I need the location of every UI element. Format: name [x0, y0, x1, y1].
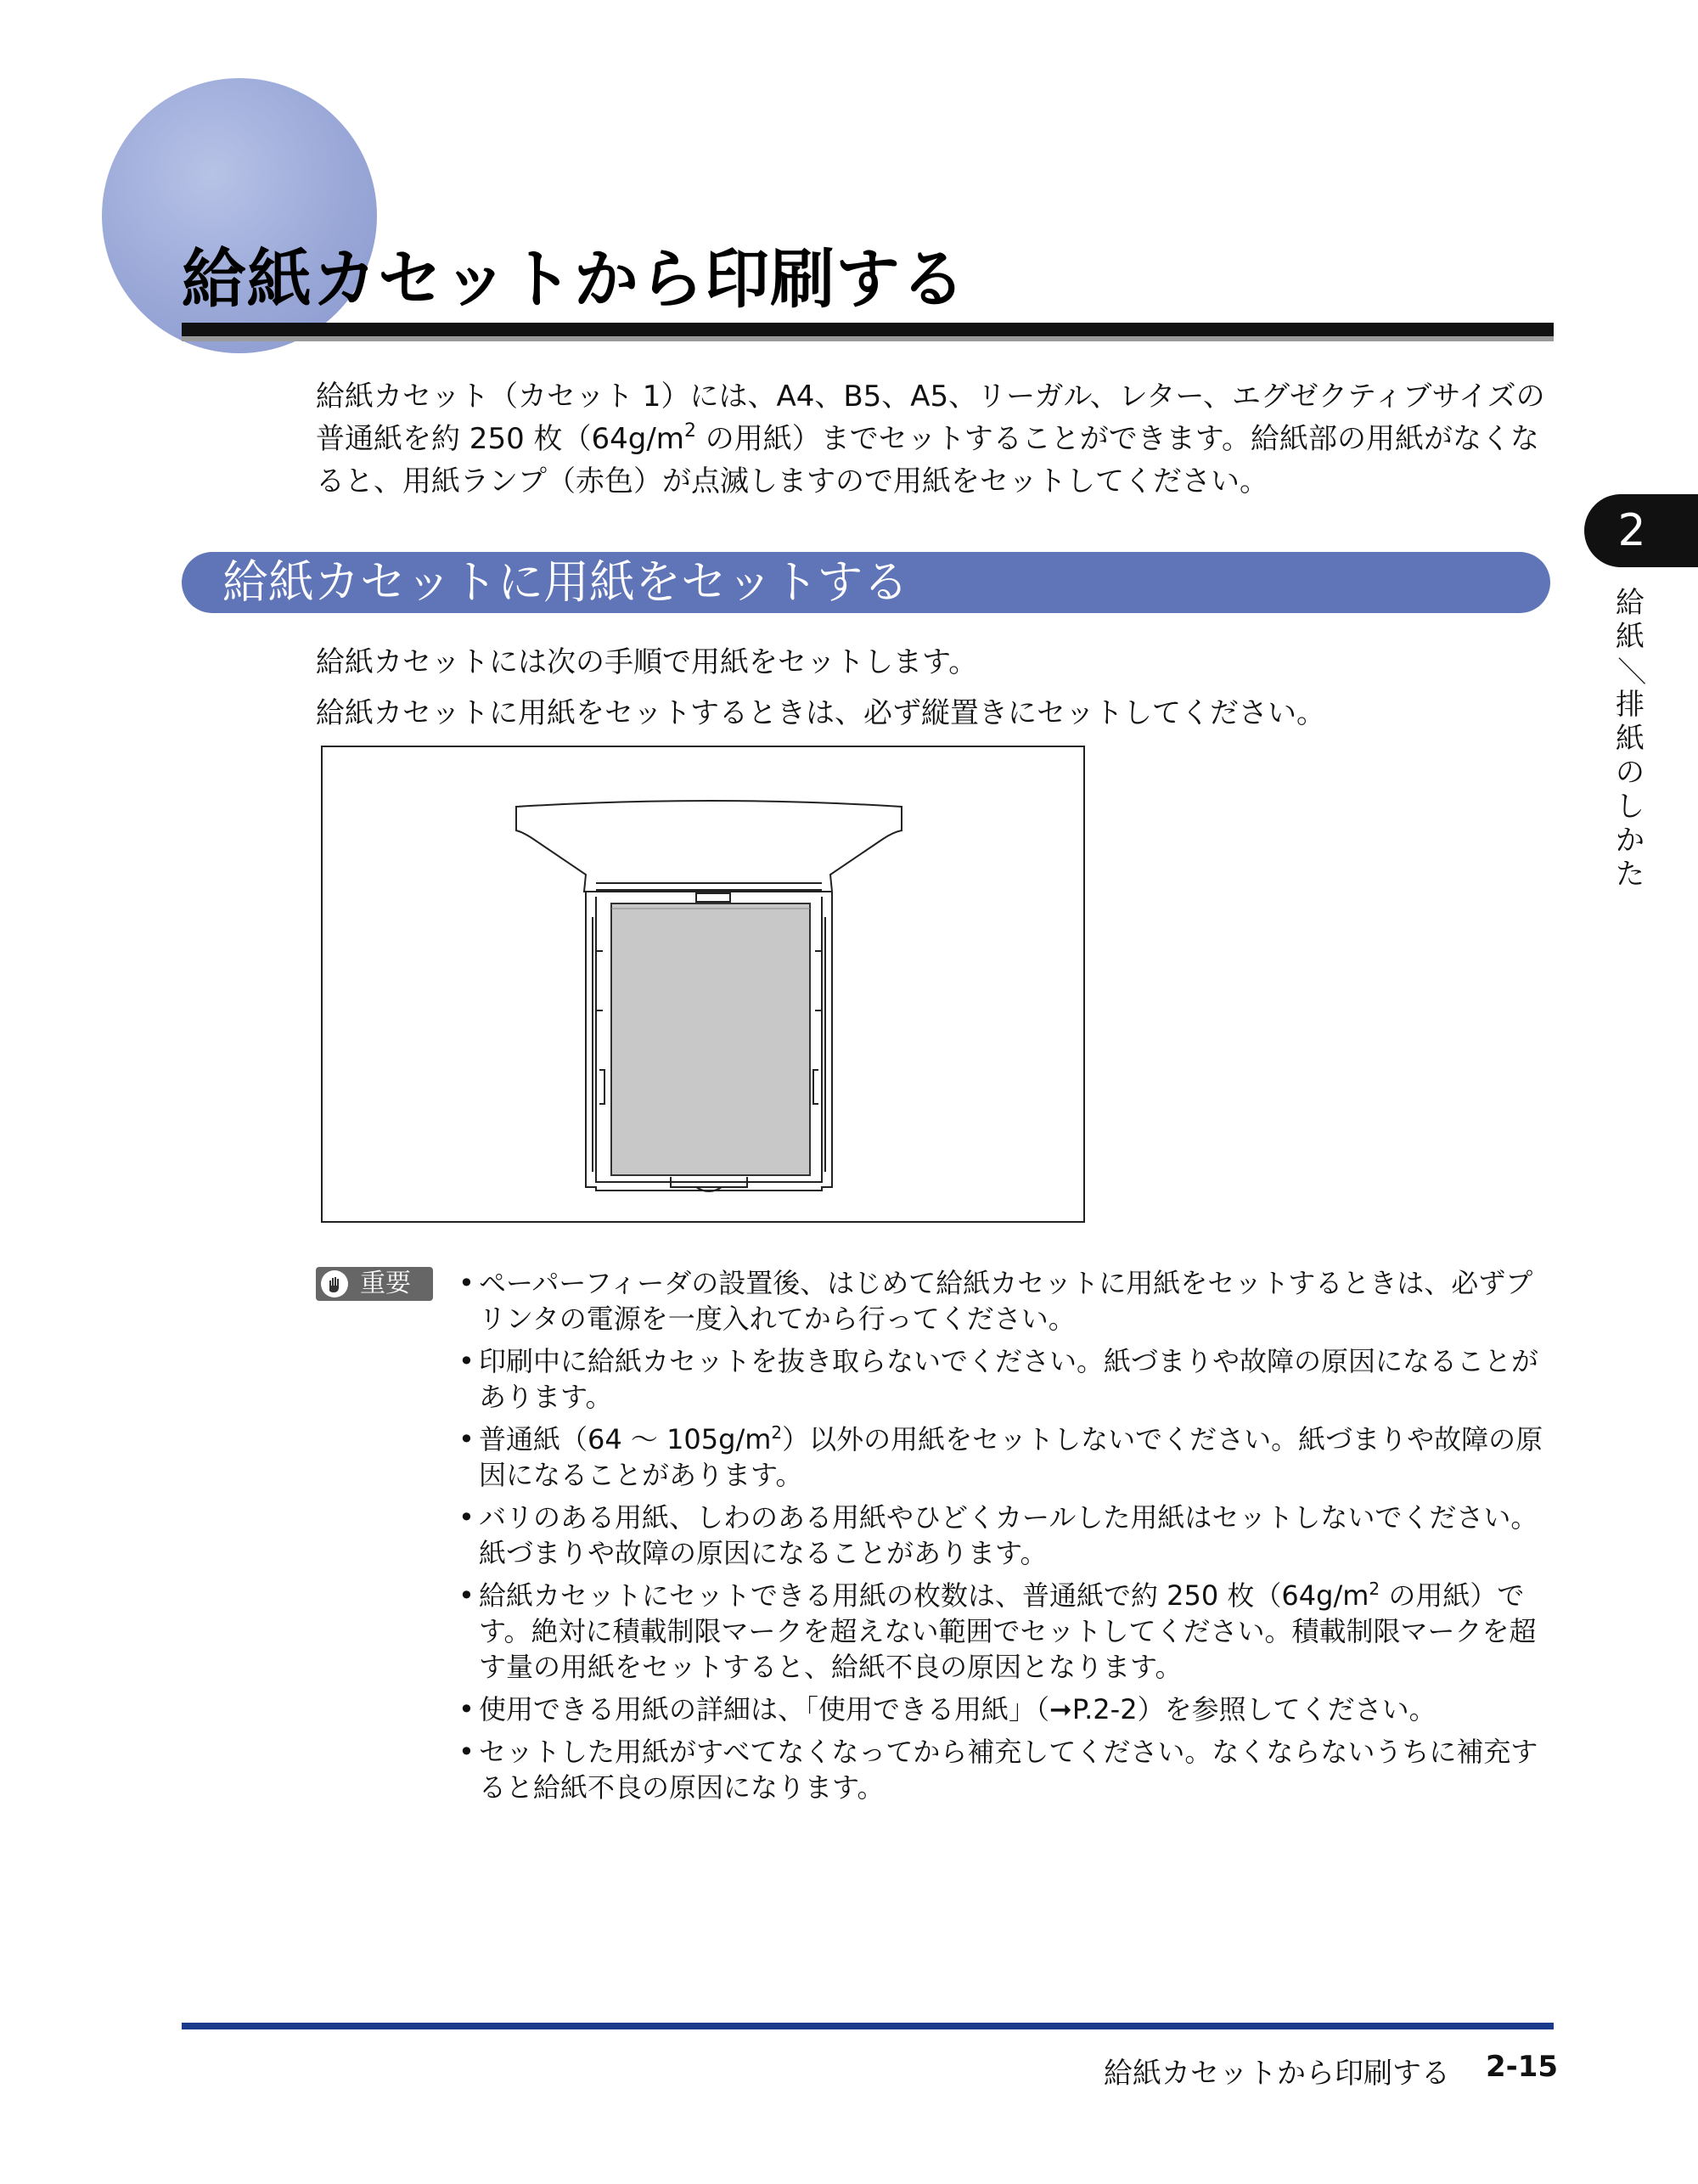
- note-item: • 使用できる用紙の詳細は、「使用できる用紙」（➞P.2-2）を参照してください。: [458, 1691, 1554, 1727]
- footer-title: 給紙カセットから印刷する: [1104, 2057, 1450, 2091]
- paper-cassette-illustration: [321, 746, 1085, 1223]
- note-item: • バリのある用紙、しわのある用紙やひどくカールした用紙はセットしないでください。紙づまりや故障の原因になることがあります。: [458, 1500, 1554, 1571]
- section-line-1: 給紙カセットには次の手順で用紙をセットします。: [316, 645, 978, 679]
- important-notes-list: [458, 1265, 1554, 1812]
- side-label-char: 給: [1616, 586, 1645, 620]
- intro-paragraph: [316, 375, 1555, 503]
- note-text: 普通紙（64 〜 105g/m: [479, 1423, 772, 1455]
- important-label: 重要: [360, 1269, 411, 1298]
- section-line-2: 給紙カセットに用紙をセットするときは、必ず縦置きにセットしてください。: [316, 696, 1325, 730]
- hand-stop-icon: [321, 1270, 348, 1297]
- page-number: 2-15: [1486, 2050, 1559, 2084]
- paper-stack: [611, 903, 810, 1175]
- chapter-side-label: [1611, 586, 1649, 892]
- title-rule-shadow: [182, 336, 1554, 341]
- side-label-char: 紙: [1616, 722, 1645, 756]
- side-label-char: 排: [1616, 688, 1645, 722]
- note-item: [458, 1578, 1554, 1685]
- note-text: の用紙）です。絶対に積載制限マークを超えない範囲でセットしてください。積載制限マークを超す量の用紙をセットすると、給紙不良の原因となります。: [479, 1579, 1537, 1683]
- title-rule: [182, 323, 1554, 336]
- note-superscript: 2: [771, 1422, 783, 1443]
- intro-text-1: 給紙カセット（カセット 1）には、A4、B5、A5、リーガル、レター、エグゼクティブサイズの普通紙を約 250 枚（64g/m: [316, 380, 1545, 456]
- note-item: • セットした用紙がすべてなくなってから補充してください。なくならないうちに補充すると給紙不良の原因になります。: [458, 1734, 1554, 1805]
- side-label-char: の: [1616, 756, 1645, 790]
- page-title: 給紙カセットから印刷する: [182, 241, 966, 317]
- intro-text-2: の用紙）までセットすることができます。給紙部の用紙がなくなると、用紙ランプ（赤色）が点滅しますので用紙をセットしてください。: [316, 422, 1540, 498]
- cassette-drawing: [323, 747, 1083, 1221]
- note-text: 給紙カセットにセットできる用紙の枚数は、普通紙で約 250 枚（64g/m: [479, 1579, 1369, 1612]
- note-item: • 印刷中に給紙カセットを抜き取らないでください。紙づまりや故障の原因になることがあります。: [458, 1343, 1554, 1415]
- chapter-number: 2: [1617, 505, 1646, 556]
- note-text: ）以外の用紙をセットしないでください。紙づまりや故障の原因になることがあります。: [479, 1423, 1543, 1491]
- note-item: • ペーパーフィーダの設置後、はじめて給紙カセットに用紙をセットするときは、必ずプリンタの電源を一度入れてから行ってください。: [458, 1265, 1554, 1337]
- footer-rule: [182, 2023, 1554, 2029]
- note-item: [458, 1421, 1554, 1493]
- side-label-char: 紙: [1616, 620, 1645, 654]
- side-label-char: た: [1616, 858, 1645, 892]
- side-label-char: ／: [1613, 656, 1647, 685]
- section-title: 給紙カセットに用紙をセットする: [222, 555, 909, 609]
- side-label-char: し: [1616, 790, 1645, 824]
- note-superscript: 2: [1369, 1579, 1380, 1599]
- intro-superscript: 2: [683, 420, 696, 442]
- side-label-char: か: [1616, 824, 1645, 858]
